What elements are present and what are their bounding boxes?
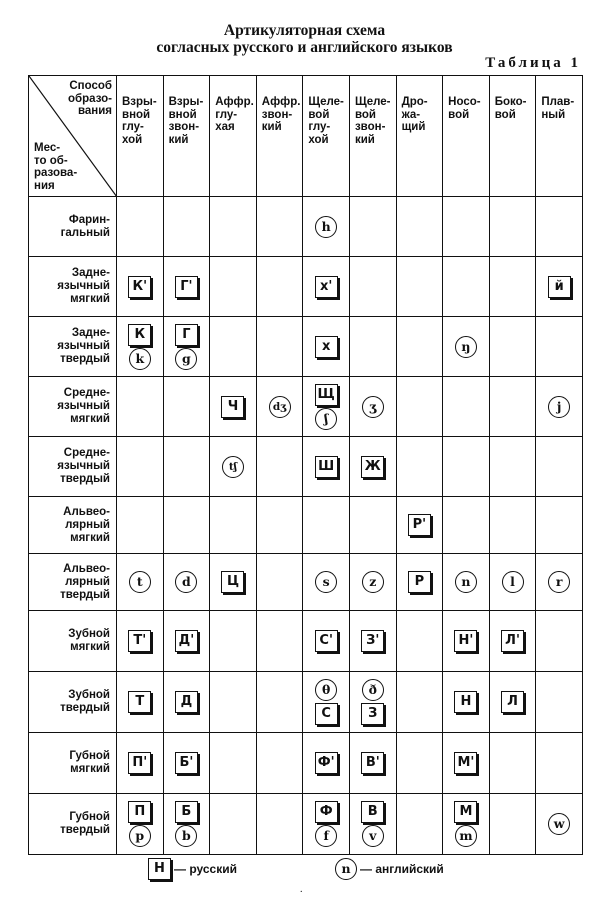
table-cell bbox=[303, 672, 350, 733]
symbol-stack bbox=[315, 456, 338, 478]
russian-phoneme: Г bbox=[175, 324, 198, 346]
legend-russian-label: — русский bbox=[174, 862, 237, 876]
table-cell bbox=[489, 437, 536, 497]
russian-phoneme: Н' bbox=[454, 630, 477, 652]
table-cell bbox=[210, 497, 257, 554]
header-row bbox=[29, 76, 583, 197]
symbol-stack bbox=[361, 630, 384, 652]
russian-phoneme: З bbox=[361, 703, 384, 725]
symbol-stack bbox=[362, 571, 384, 593]
table-cell bbox=[443, 377, 490, 437]
table-cell bbox=[349, 554, 396, 611]
table-cell bbox=[536, 672, 583, 733]
table-cell bbox=[210, 672, 257, 733]
english-phoneme: w bbox=[548, 813, 570, 835]
english-phoneme: dʒ bbox=[269, 396, 291, 418]
symbol-stack bbox=[315, 752, 338, 774]
table-row bbox=[29, 197, 583, 257]
russian-phoneme: П bbox=[128, 801, 151, 823]
symbol-stack bbox=[548, 813, 570, 835]
russian-phoneme: М bbox=[454, 801, 477, 823]
table-cell bbox=[256, 611, 303, 672]
table-cell bbox=[443, 554, 490, 611]
symbol-stack bbox=[175, 276, 198, 298]
english-phoneme: g bbox=[175, 348, 197, 370]
russian-phoneme: Щ bbox=[315, 384, 338, 406]
column-header: Боко- вой bbox=[489, 76, 536, 197]
russian-phoneme: К bbox=[128, 324, 151, 346]
table-cell bbox=[443, 611, 490, 672]
table-cell bbox=[256, 317, 303, 377]
table-cell bbox=[443, 497, 490, 554]
table-cell bbox=[489, 257, 536, 317]
table-body bbox=[29, 197, 583, 855]
russian-phoneme: Л bbox=[501, 691, 524, 713]
english-phoneme: n bbox=[455, 571, 477, 593]
corner-bottom-label: Мес- то об- разова- ния bbox=[34, 142, 78, 192]
table-cell bbox=[256, 733, 303, 794]
table-cell bbox=[536, 317, 583, 377]
english-phoneme: b bbox=[175, 825, 197, 847]
symbol-stack bbox=[175, 324, 198, 370]
symbol-stack bbox=[501, 691, 524, 713]
row-header: Зубной твердый bbox=[29, 672, 117, 733]
column-header: Взры- вной глу- хой bbox=[117, 76, 164, 197]
table-cell bbox=[210, 377, 257, 437]
english-phoneme: ð bbox=[362, 679, 384, 701]
symbol-stack bbox=[408, 514, 431, 536]
symbol-stack bbox=[454, 630, 477, 652]
symbol-stack bbox=[175, 571, 197, 593]
table-cell bbox=[303, 197, 350, 257]
table-cell bbox=[349, 733, 396, 794]
table-cell bbox=[303, 497, 350, 554]
table-cell bbox=[349, 794, 396, 855]
symbol-stack bbox=[315, 384, 338, 430]
russian-phoneme: Ф' bbox=[315, 752, 338, 774]
table-cell bbox=[349, 197, 396, 257]
table-cell bbox=[117, 733, 164, 794]
table-cell bbox=[443, 257, 490, 317]
russian-phoneme: Д bbox=[175, 691, 198, 713]
table-cell bbox=[443, 672, 490, 733]
table-row bbox=[29, 437, 583, 497]
table-cell bbox=[443, 197, 490, 257]
russian-phoneme: Ф bbox=[315, 801, 338, 823]
symbol-stack bbox=[501, 630, 524, 652]
symbol-stack bbox=[455, 571, 477, 593]
english-phoneme: j bbox=[548, 396, 570, 418]
row-header: Альвео- лярный мягкий bbox=[29, 497, 117, 554]
table-row bbox=[29, 611, 583, 672]
english-phoneme: z bbox=[362, 571, 384, 593]
symbol-stack bbox=[175, 752, 198, 774]
table-cell bbox=[349, 377, 396, 437]
table-cell bbox=[163, 437, 210, 497]
russian-phoneme: С bbox=[315, 703, 338, 725]
table-cell bbox=[396, 672, 443, 733]
symbol-stack bbox=[408, 571, 431, 593]
table-row bbox=[29, 672, 583, 733]
table-cell bbox=[303, 317, 350, 377]
table-cell bbox=[303, 437, 350, 497]
symbol-stack bbox=[129, 571, 151, 593]
page-mark: . bbox=[300, 884, 303, 895]
table-cell bbox=[256, 377, 303, 437]
russian-phoneme: В bbox=[361, 801, 384, 823]
table-cell bbox=[396, 554, 443, 611]
table-cell bbox=[210, 794, 257, 855]
table-cell bbox=[303, 794, 350, 855]
symbol-stack bbox=[361, 679, 384, 725]
row-header: Задне- язычный мягкий bbox=[29, 257, 117, 317]
table-cell bbox=[163, 497, 210, 554]
symbol-stack bbox=[455, 336, 477, 358]
table-cell bbox=[349, 437, 396, 497]
english-phoneme: t bbox=[129, 571, 151, 593]
table-cell bbox=[396, 197, 443, 257]
symbol-stack bbox=[361, 752, 384, 774]
table-cell bbox=[163, 377, 210, 437]
table-cell bbox=[536, 437, 583, 497]
table-cell bbox=[163, 794, 210, 855]
russian-phoneme: З' bbox=[361, 630, 384, 652]
english-phoneme: v bbox=[362, 825, 384, 847]
table-cell bbox=[117, 257, 164, 317]
row-header: Губной мягкий bbox=[29, 733, 117, 794]
table-cell bbox=[303, 554, 350, 611]
column-header: Щеле- вой глу- хой bbox=[303, 76, 350, 197]
symbol-stack bbox=[361, 801, 384, 847]
table-cell bbox=[536, 197, 583, 257]
table-cell bbox=[163, 197, 210, 257]
row-header: Альвео- лярный твердый bbox=[29, 554, 117, 611]
table-cell bbox=[349, 497, 396, 554]
table-cell bbox=[489, 497, 536, 554]
russian-phoneme: Т bbox=[128, 691, 151, 713]
column-header: Взры- вной звон- кий bbox=[163, 76, 210, 197]
russian-phoneme: Ц bbox=[221, 571, 244, 593]
symbol-stack bbox=[175, 801, 198, 847]
title-line-1: Артикуляторная схема bbox=[223, 22, 386, 39]
symbol-stack bbox=[315, 801, 338, 847]
symbol-stack bbox=[548, 571, 570, 593]
table-cell bbox=[210, 733, 257, 794]
table-cell bbox=[117, 197, 164, 257]
corner-top-label: Способ образо- вания bbox=[68, 80, 112, 117]
symbol-stack bbox=[315, 216, 337, 238]
table-cell bbox=[349, 257, 396, 317]
table-cell bbox=[396, 257, 443, 317]
english-phoneme: p bbox=[129, 825, 151, 847]
table-cell bbox=[117, 611, 164, 672]
symbol-stack bbox=[315, 276, 338, 298]
table-cell bbox=[210, 257, 257, 317]
symbol-stack bbox=[315, 336, 338, 358]
english-phoneme: tʃ bbox=[222, 456, 244, 478]
russian-phoneme: й bbox=[548, 276, 571, 298]
symbol-stack bbox=[221, 571, 244, 593]
table-cell bbox=[163, 611, 210, 672]
symbol-stack bbox=[128, 630, 151, 652]
table-cell bbox=[210, 611, 257, 672]
table-row bbox=[29, 554, 583, 611]
russian-phoneme: Т' bbox=[128, 630, 151, 652]
russian-phoneme: Ч bbox=[221, 396, 244, 418]
table-cell bbox=[210, 554, 257, 611]
symbol-stack bbox=[454, 752, 477, 774]
table-cell bbox=[256, 554, 303, 611]
legend-english-label: — английский bbox=[360, 862, 444, 876]
row-header: Средне- язычный мягкий bbox=[29, 377, 117, 437]
table-cell bbox=[536, 611, 583, 672]
table-row bbox=[29, 794, 583, 855]
column-header: Аффр. глу- хая bbox=[210, 76, 257, 197]
table-cell bbox=[163, 733, 210, 794]
symbol-stack bbox=[315, 679, 338, 725]
table-cell bbox=[489, 377, 536, 437]
row-header: Губной твердый bbox=[29, 794, 117, 855]
table-row bbox=[29, 257, 583, 317]
english-phoneme: s bbox=[315, 571, 337, 593]
table-cell bbox=[489, 197, 536, 257]
table-row bbox=[29, 733, 583, 794]
english-phoneme: l bbox=[502, 571, 524, 593]
table-cell bbox=[443, 437, 490, 497]
russian-phoneme: Б bbox=[175, 801, 198, 823]
corner-cell bbox=[29, 76, 117, 197]
table-cell bbox=[256, 497, 303, 554]
table-cell bbox=[443, 794, 490, 855]
column-header: Аффр. звон- кий bbox=[256, 76, 303, 197]
symbol-stack bbox=[315, 630, 338, 652]
column-header: Щеле- вой звон- кий bbox=[349, 76, 396, 197]
table-cell bbox=[536, 794, 583, 855]
symbol-stack bbox=[128, 801, 151, 847]
table-cell bbox=[536, 377, 583, 437]
table-cell bbox=[443, 733, 490, 794]
russian-phoneme: М' bbox=[454, 752, 477, 774]
table-cell bbox=[536, 257, 583, 317]
english-phoneme: k bbox=[129, 348, 151, 370]
symbol-stack bbox=[222, 456, 244, 478]
english-phoneme: ʃ bbox=[315, 408, 337, 430]
table-cell bbox=[489, 317, 536, 377]
table-cell bbox=[117, 672, 164, 733]
symbol-stack bbox=[128, 276, 151, 298]
table-cell bbox=[489, 672, 536, 733]
legend-english-symbol: n bbox=[335, 858, 357, 880]
table-cell bbox=[489, 611, 536, 672]
table-cell bbox=[489, 733, 536, 794]
table-cell bbox=[303, 611, 350, 672]
column-header: Носо- вой bbox=[443, 76, 490, 197]
table-cell bbox=[349, 611, 396, 672]
symbol-stack bbox=[128, 752, 151, 774]
english-phoneme: ʒ bbox=[362, 396, 384, 418]
table-cell bbox=[536, 733, 583, 794]
table-cell bbox=[303, 257, 350, 317]
column-header: Дро- жа- щий bbox=[396, 76, 443, 197]
english-phoneme: d bbox=[175, 571, 197, 593]
legend-english bbox=[335, 858, 444, 880]
symbol-stack bbox=[221, 396, 244, 418]
table-row bbox=[29, 377, 583, 437]
symbol-stack bbox=[315, 571, 337, 593]
russian-phoneme: x' bbox=[315, 276, 338, 298]
russian-phoneme: П' bbox=[128, 752, 151, 774]
symbol-stack bbox=[361, 456, 384, 478]
table-cell bbox=[117, 317, 164, 377]
legend-russian bbox=[148, 858, 237, 880]
row-header: Фарин- гальный bbox=[29, 197, 117, 257]
table-cell bbox=[256, 794, 303, 855]
table-cell bbox=[303, 377, 350, 437]
table-cell bbox=[396, 611, 443, 672]
table-cell bbox=[349, 672, 396, 733]
table-cell bbox=[396, 497, 443, 554]
table-row bbox=[29, 317, 583, 377]
russian-phoneme: К' bbox=[128, 276, 151, 298]
table-cell bbox=[117, 497, 164, 554]
table-cell bbox=[163, 257, 210, 317]
symbol-stack bbox=[175, 691, 198, 713]
english-phoneme: f bbox=[315, 825, 337, 847]
russian-phoneme: Ш bbox=[315, 456, 338, 478]
table-cell bbox=[117, 554, 164, 611]
table-cell bbox=[443, 317, 490, 377]
russian-phoneme: Р bbox=[408, 571, 431, 593]
russian-phoneme: Б' bbox=[175, 752, 198, 774]
row-header: Средне- язычный твердый bbox=[29, 437, 117, 497]
table-cell bbox=[536, 554, 583, 611]
table-row bbox=[29, 497, 583, 554]
table-cell bbox=[163, 672, 210, 733]
title-line-2: согласных русского и английского языков bbox=[156, 39, 453, 56]
symbol-stack bbox=[362, 396, 384, 418]
table-cell bbox=[489, 794, 536, 855]
table-cell bbox=[256, 197, 303, 257]
symbol-stack bbox=[548, 396, 570, 418]
table-cell bbox=[210, 317, 257, 377]
english-phoneme: h bbox=[315, 216, 337, 238]
russian-phoneme: x bbox=[315, 336, 338, 358]
table-cell bbox=[536, 497, 583, 554]
symbol-stack bbox=[454, 801, 477, 847]
english-phoneme: r bbox=[548, 571, 570, 593]
table-cell bbox=[396, 317, 443, 377]
row-header: Зубной мягкий bbox=[29, 611, 117, 672]
table-cell bbox=[396, 794, 443, 855]
table-cell bbox=[210, 197, 257, 257]
table-cell bbox=[163, 317, 210, 377]
russian-phoneme: Л' bbox=[501, 630, 524, 652]
legend-russian-symbol: Н bbox=[148, 858, 171, 880]
russian-phoneme: Г' bbox=[175, 276, 198, 298]
table-cell bbox=[256, 672, 303, 733]
russian-phoneme: В' bbox=[361, 752, 384, 774]
consonant-table bbox=[28, 75, 583, 855]
table-cell bbox=[163, 554, 210, 611]
english-phoneme: m bbox=[455, 825, 477, 847]
row-header: Задне- язычный твердый bbox=[29, 317, 117, 377]
russian-phoneme: С' bbox=[315, 630, 338, 652]
column-header: Плав- ный bbox=[536, 76, 583, 197]
symbol-stack bbox=[269, 396, 291, 418]
table-cell bbox=[396, 733, 443, 794]
table-cell bbox=[210, 437, 257, 497]
table-cell bbox=[117, 437, 164, 497]
symbol-stack bbox=[128, 324, 151, 370]
table-cell bbox=[396, 437, 443, 497]
table-cell bbox=[396, 377, 443, 437]
symbol-stack bbox=[454, 691, 477, 713]
table-cell bbox=[489, 554, 536, 611]
russian-phoneme: Ж bbox=[361, 456, 384, 478]
table-cell bbox=[256, 257, 303, 317]
english-phoneme: θ bbox=[315, 679, 337, 701]
table-cell bbox=[117, 794, 164, 855]
russian-phoneme: Д' bbox=[175, 630, 198, 652]
table-cell bbox=[117, 377, 164, 437]
table-label: Таблица 1 bbox=[485, 55, 581, 71]
russian-phoneme: Н bbox=[454, 691, 477, 713]
table-cell bbox=[303, 733, 350, 794]
table-cell bbox=[256, 437, 303, 497]
symbol-stack bbox=[502, 571, 524, 593]
symbol-stack bbox=[175, 630, 198, 652]
symbol-stack bbox=[128, 691, 151, 713]
english-phoneme: ŋ bbox=[455, 336, 477, 358]
table-cell bbox=[349, 317, 396, 377]
symbol-stack bbox=[548, 276, 571, 298]
russian-phoneme: Р' bbox=[408, 514, 431, 536]
